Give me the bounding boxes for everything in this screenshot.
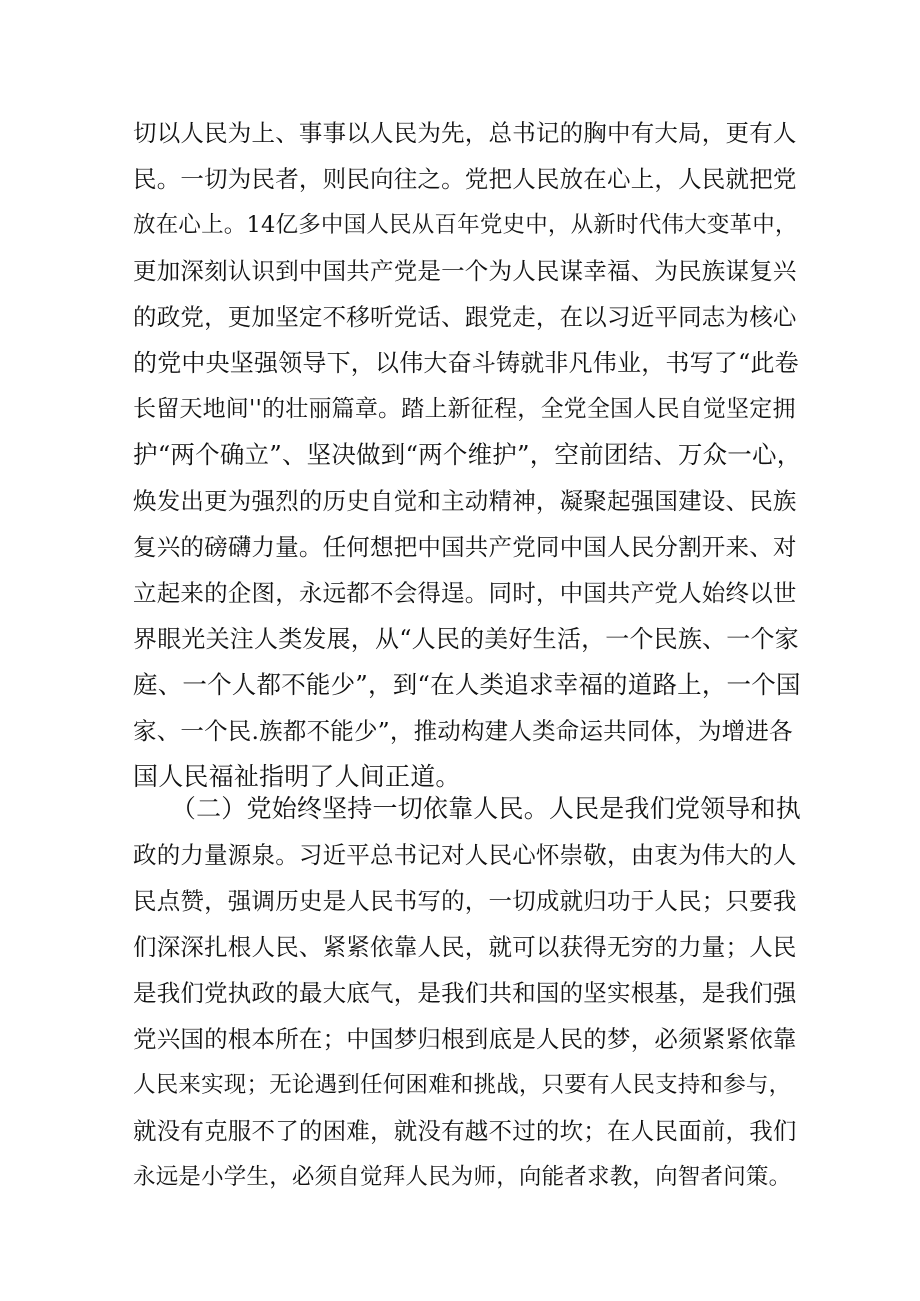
paragraph-1 [133,110,805,800]
text-line: （二）党始终坚持一切依靠人民。人民是我们党领导和执 [133,794,801,823]
text-line: 民点赞，强调历史是人民书写的，一切成就归功于人民；只要我 [133,887,797,915]
text-line: 就没有克服不了的困难，就没有越不过的坎；在人民面前，我们 [133,1117,797,1145]
text-line: 更加深刻认识到中国共产党是一个为人民谋幸福、为民族谋复兴 [133,257,797,285]
text-line: 们深深扎根人民、紧紧依靠人民，就可以获得无穷的力量；人民 [133,933,797,961]
text-line: 放在心上。14亿多中国人民从百年党史中，从新时代伟大变革中， [133,212,798,238]
text-line: 庭、一个人都不能少”，到“在人类追求幸福的道路上，一个国 [133,670,801,699]
text-line: 永远是小学生，必须自觉拜人民为师，向能者求教，向智者问策。 [133,1164,792,1190]
text-line: 焕发出更为强烈的历史自觉和主动精神，凝聚起强国建设、民族 [133,487,797,515]
text-line: 人民来实现；无论遇到任何困难和挑战，只要有人民支持和参与， [133,1072,792,1098]
text-line: 国人民福祉指明了人间正道。 [133,762,461,791]
text-line: 立起来的企图，永远都不会得逞。同时，中国共产党人始终以世 [133,579,797,607]
text-line: 界眼光关注人类发展，从“人民的美好生活，一个民族、一个家 [133,625,799,653]
text-line: 是我们党执政的最大底气，是我们共和国的坚实根基，是我们强 [133,979,797,1007]
text-line: 长留天地间''的壮丽篇章。踏上新征程，全党全国人民自觉坚定拥 [133,396,796,422]
paragraph-2 [133,786,805,1200]
text-line: 复兴的磅礴力量。任何想把中国共产党同中国人民分割开来、对 [133,533,797,561]
text-line: 的政党，更加坚定不移听党话、跟党走，在以习近平同志为核心 [133,303,797,331]
text-line: 民。一切为民者，则民向往之。党把人民放在心上，人民就把党 [133,165,797,193]
text-line: 的党中央坚强领导下，以伟大奋斗铸就非凡伟业，书写了“此卷 [133,349,799,377]
text-line: 护“两个确立”、坚决做到“两个维护”，空前团结、万众一心， [133,440,802,469]
text-line: 家、一个民.族都不能少”，推动构建人类命运共同体，为增进各 [133,717,793,745]
text-line: 政的力量源泉。习近平总书记对人民心怀崇敬，由衷为伟大的人 [133,841,797,869]
text-line: 党兴国的根本所在；中国梦归根到底是人民的梦，必须紧紧依靠 [133,1025,797,1053]
text-line: 切以人民为上、事事以人民为先，总书记的胸中有大局，更有人 [133,119,797,147]
